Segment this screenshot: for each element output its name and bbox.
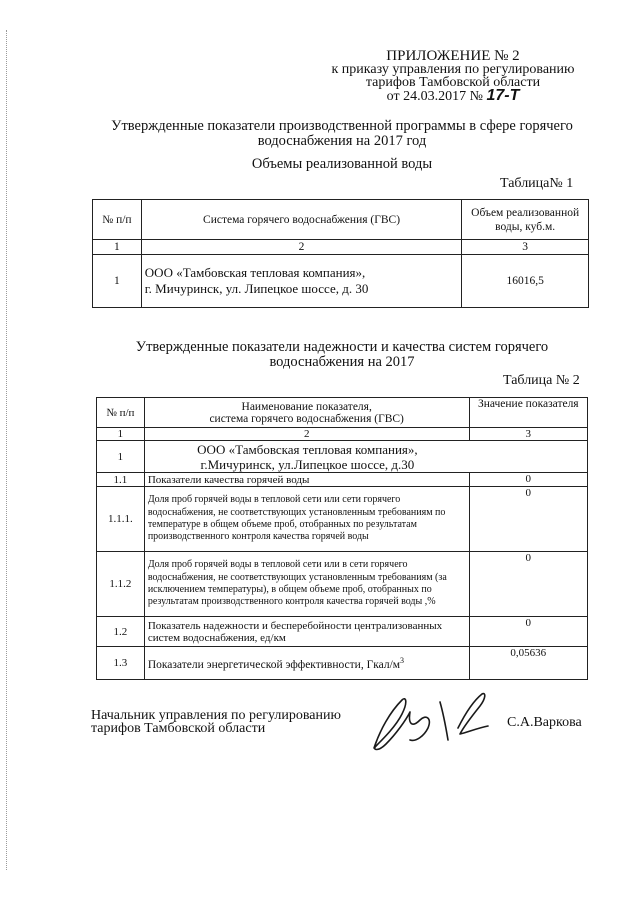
table1-org-name: ООО «Тамбовская тепловая компания», (144, 265, 366, 280)
table1-header-system: Система горячего водоснабжения (ГВС) (141, 200, 461, 240)
table2-row-name: Показатели качества горячей воды (144, 473, 469, 487)
table2-header-name-line1: Наименование показателя, (241, 400, 372, 413)
order-number: 17-Т (486, 87, 520, 104)
section1-title-line1: Утвержденные показатели производственной программы в сфере горячего (111, 118, 573, 134)
table-row (97, 647, 588, 680)
table2-org-num: 1 (97, 441, 145, 473)
section1-subtitle: Объемы реализованной воды (251, 156, 433, 172)
table-row (97, 617, 588, 647)
order-date: от 24.03.2017 № (386, 89, 483, 104)
binding-edge-marks (6, 30, 11, 870)
table1-header-num: № п/п (93, 200, 142, 240)
table1-row-num: 1 (93, 255, 142, 308)
appendix-line-order: к приказу управления по регулированию (331, 62, 575, 77)
table2-col-num-3: 3 (469, 428, 587, 441)
handwritten-signature (362, 690, 502, 760)
section2-title (92, 340, 592, 370)
signatory-position (91, 709, 341, 735)
section2-title-line2: водоснабжения на 2017 (269, 354, 415, 370)
table2-row-name (144, 647, 469, 680)
table1-col-num-2: 2 (141, 240, 461, 255)
table1-numbering-row (93, 240, 589, 255)
table2-row-value: 0 (469, 473, 587, 487)
table2-numbering-row (97, 428, 588, 441)
table2-org-name: ООО «Тамбовская тепловая компания», (197, 441, 418, 457)
table1-col-num-3: 3 (462, 240, 589, 255)
table2-col-num-1: 1 (97, 428, 145, 441)
table-row (97, 487, 588, 552)
table1-header-row (93, 200, 589, 240)
table2 (96, 397, 588, 680)
table2-row-num: 1.3 (97, 647, 145, 680)
table2-row-num: 1.2 (97, 617, 145, 647)
appendix-line-authority: тарифов Тамбовской области (365, 75, 541, 90)
table2-row-name: Доля проб горячей воды в тепловой сети или сети горячего водоснабжения, не соответствующих установленным требованиям по температуре в общем объеме проб, отобранных по результатам производственного контроля качества горячей воды (144, 487, 469, 552)
appendix-title: ПРИЛОЖЕНИЕ № 2 (386, 48, 520, 64)
table2-col-num-2: 2 (144, 428, 469, 441)
appendix-date-line (322, 89, 584, 103)
section1-title (92, 119, 592, 149)
signatory-name: С.А.Варкова (507, 715, 582, 730)
table2-header-row (97, 398, 588, 428)
table-row (97, 473, 588, 487)
section2-title-line1: Утвержденные показатели надежности и качества систем горячего (135, 339, 549, 355)
table1 (92, 199, 589, 308)
table2-row-value: 0 (469, 617, 587, 647)
table2-row-num: 1.1.1. (97, 487, 145, 552)
table1-row-value: 16016,5 (462, 255, 589, 308)
table1-label: Таблица№ 1 (500, 176, 574, 191)
signatory-position-line2: тарифов Тамбовской области (91, 721, 266, 736)
table-row (97, 552, 588, 617)
table2-header-name-line2: система горячего водоснабжения (ГВС) (209, 412, 404, 425)
unit-superscript: 3 (400, 656, 405, 666)
table2-header-num: № п/п (97, 398, 145, 428)
table2-row-value: 0 (469, 552, 587, 617)
table2-row-num: 1.1 (97, 473, 145, 487)
table-row (93, 255, 589, 308)
table1-org-address: г. Мичуринск, ул. Липецкое шоссе, д. 30 (144, 281, 369, 296)
table2-row-name: Показатель надежности и бесперебойности централизованных систем водоснабжения, ед/км (144, 617, 469, 647)
table2-header-value: Значение показателя (469, 398, 587, 428)
table2-row-name-text: Показатели энергетической эффективности, Гкал/м (147, 658, 401, 671)
table2-row-num: 1.1.2 (97, 552, 145, 617)
appendix-header (322, 50, 584, 103)
table2-row-value: 0 (469, 487, 587, 552)
table2-header-name (144, 398, 469, 428)
signatory-position-line1: Начальник управления по регулированию (91, 708, 341, 723)
section1-title-line2: водоснабжения на 2017 год (257, 133, 427, 149)
table2-org-address: г.Мичуринск, ул.Липецкое шоссе, д.30 (200, 456, 415, 472)
table1-row-org (141, 255, 461, 308)
table2-org-row (97, 441, 588, 473)
table1-header-volume: Объем реализованной воды, куб.м. (462, 200, 589, 240)
table2-org-cell (144, 441, 587, 473)
table2-label: Таблица № 2 (503, 373, 580, 388)
table1-col-num-1: 1 (93, 240, 142, 255)
table2-row-name: Доля проб горячей воды в тепловой сети или в сети горячего водоснабжения, не соответствующих установленным требованиям (за исключением температуры), в общем объеме проб, отобранных по результатам производственного контроля качества горячей воды ,% (144, 552, 469, 617)
table2-row-value: 0,05636 (469, 647, 587, 680)
